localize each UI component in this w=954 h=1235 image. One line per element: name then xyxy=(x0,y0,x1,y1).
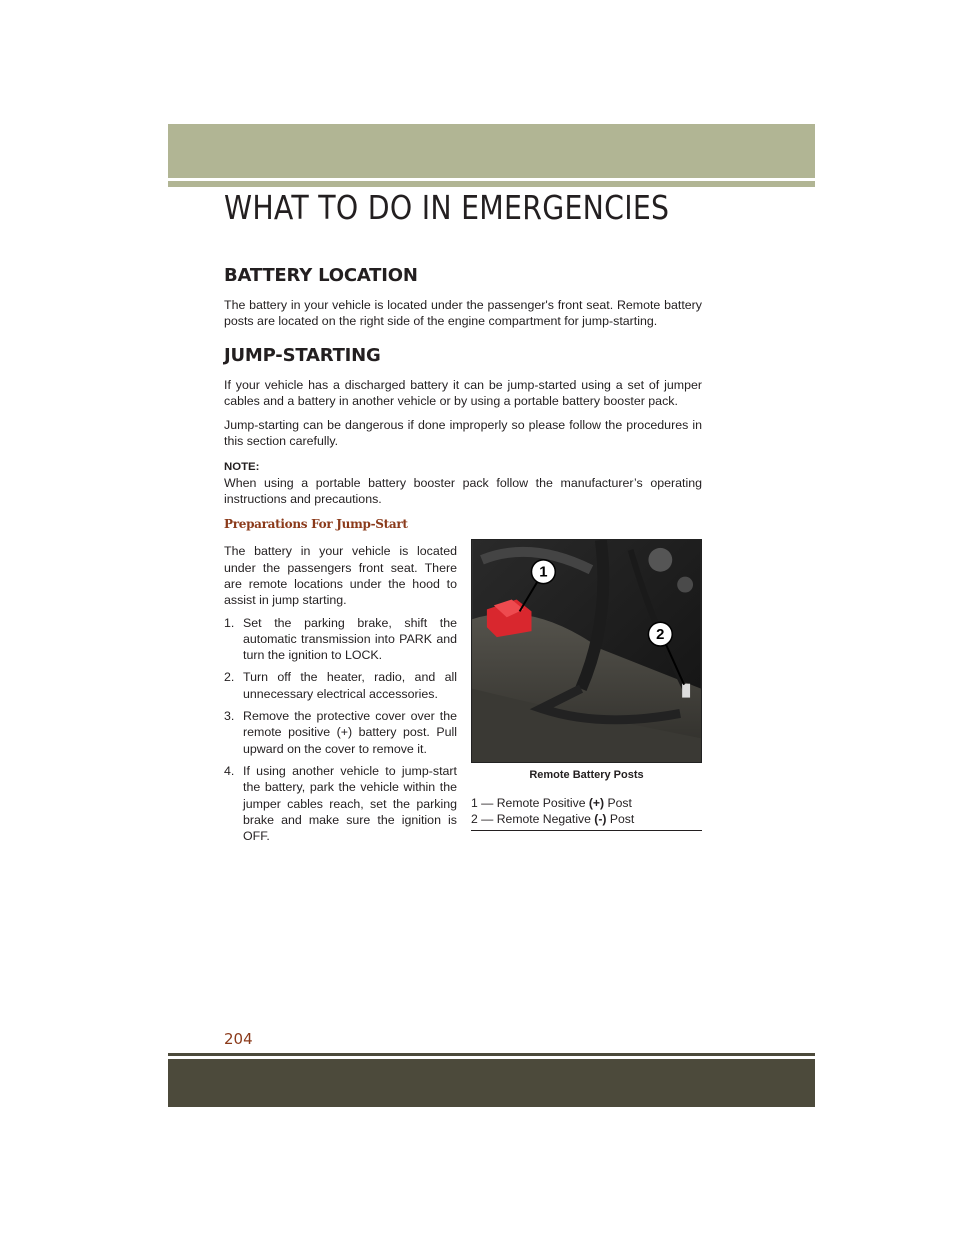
step-number: 1. xyxy=(224,615,235,630)
callout-1: 1 xyxy=(539,565,548,582)
legend-item xyxy=(471,812,702,828)
procedure-step xyxy=(224,708,457,757)
footer-band xyxy=(168,1059,815,1107)
step-number: 4. xyxy=(224,763,235,778)
legend-symbol: (+) xyxy=(588,796,605,811)
step-text: If using another vehicle to jump-start the battery, park the vehicle within the jumper cables reach, set the parking brake and make sure the ignition is OFF. xyxy=(243,763,457,844)
preparations-heading: Preparations For Jump-Start xyxy=(224,517,408,532)
legend-text: Post xyxy=(604,796,632,811)
callout-2: 2 xyxy=(656,627,665,644)
legend-text: Post xyxy=(606,811,635,826)
legend-text: 2 — Remote Negative xyxy=(471,811,595,826)
step-text: Remove the protective cover over the remote positive (+) battery post. Pull upward on the cover to remove it. xyxy=(243,709,457,756)
legend-item xyxy=(471,796,702,812)
chapter-title: WHAT TO DO IN EMERGENCIES xyxy=(224,188,670,227)
footer-rule xyxy=(168,1053,815,1056)
step-number: 3. xyxy=(224,709,235,724)
page-number: 204 xyxy=(224,1030,253,1048)
figure-caption: Remote Battery Posts xyxy=(529,769,644,782)
header-rule xyxy=(168,181,815,187)
battery-location-heading: BATTERY LOCATION xyxy=(224,265,418,286)
figure xyxy=(471,539,702,831)
procedure-column xyxy=(224,543,457,850)
battery-location-text: The battery in your vehicle is located under the passenger's front seat. Remote battery posts are located on the right side of the engine compartment for jump-starting. xyxy=(224,298,702,329)
figure-legend xyxy=(471,796,702,831)
header-band xyxy=(168,124,815,178)
preparations-intro: The battery in your vehicle is located under the passengers front seat. There are remote locations under the hood to assist in jump starting. xyxy=(224,544,457,608)
step-number: 2. xyxy=(224,670,235,685)
jump-starting-paragraph-2: Jump-starting can be dangerous if done improperly so please follow the procedures in this section carefully. xyxy=(224,418,702,449)
page-content xyxy=(224,262,702,843)
jump-starting-heading: JUMP-STARTING xyxy=(224,344,381,366)
procedure-step xyxy=(224,615,457,664)
step-text: Turn off the heater, radio, and all unnecessary electrical accessories. xyxy=(243,670,457,701)
note-label: NOTE: xyxy=(224,460,260,473)
engine-bay-photo xyxy=(471,539,702,763)
procedure-step xyxy=(224,669,457,702)
procedure-step xyxy=(224,763,457,844)
procedure-steps xyxy=(224,615,457,845)
two-column-section xyxy=(224,543,702,843)
note-text: When using a portable battery booster pack follow the manufacturer’s operating instructions and precautions. xyxy=(224,475,702,507)
legend-text: 1 — Remote Positive xyxy=(471,796,589,811)
legend-symbol: (-) xyxy=(594,811,607,826)
step-text: Set the parking brake, shift the automatic transmission into PARK and turn the ignition to LOCK. xyxy=(243,615,457,663)
jump-starting-paragraph-1: If your vehicle has a discharged battery it can be jump-started using a set of jumper cables and a battery in another vehicle or by using a portable battery booster pack. xyxy=(224,377,702,408)
